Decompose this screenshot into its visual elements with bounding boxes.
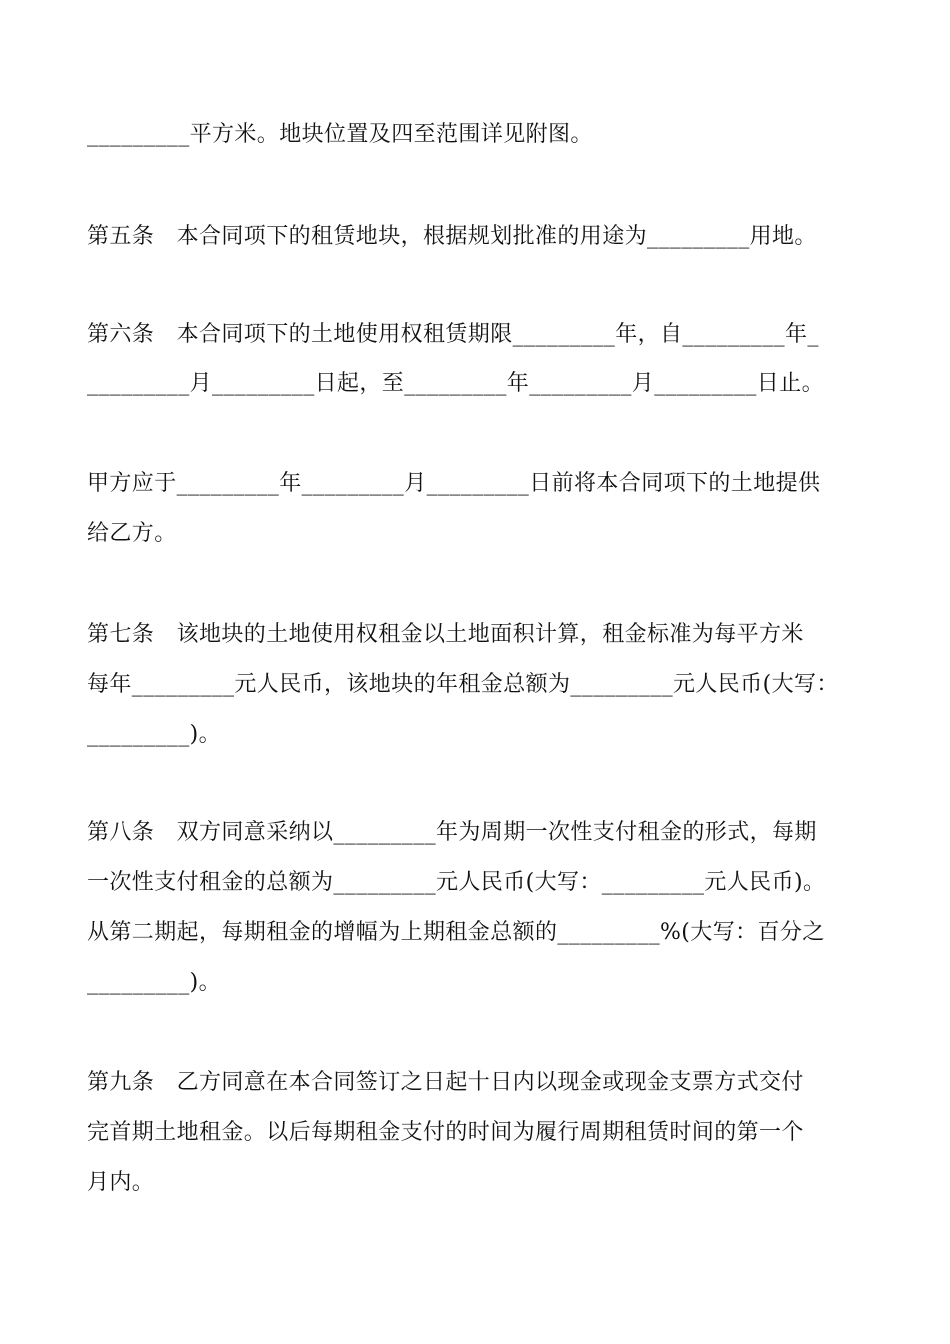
text-line-article-8-end: _________)。 [87,970,221,995]
text-line-delivery-cont: 给乙方。 [87,521,177,546]
text-line-article-8: 第八条 双方同意采纳以_________年为周期一次性支付租金的形式，每期 [87,820,817,845]
text-line-article-9-cont: 完首期土地租金。以后每期租金支付的时间为履行周期租赁时间的第一个 [87,1120,804,1145]
text-line-article-9: 第九条 乙方同意在本合同签订之日起十日内以现金或现金支票方式交付 [87,1070,804,1095]
text-line-area: _________平方米。地块位置及四至范围详见附图。 [87,122,593,147]
text-line-article-6: 第六条 本合同项下的土地使用权租赁期限_________年，自_________年_ [87,322,819,347]
text-line-article-7: 第七条 该地块的土地使用权租金以土地面积计算，租金标准为每平方米 [87,622,804,647]
text-line-article-7-end: _________)。 [87,722,221,747]
text-line-article-8-increase: 从第二期起，每期租金的增幅为上期租金总额的_________%(大写：百分之 [87,920,825,945]
text-line-delivery: 甲方应于_________年_________月_________日前将本合同项下的土地提供 [87,471,821,496]
text-line-article-6-cont: _________月_________日起，至_________年_________月_________日止。 [87,371,825,396]
text-line-article-9-end: 月内。 [87,1170,155,1195]
text-line-article-5: 第五条 本合同项下的租赁地块，根据规划批准的用途为_________用地。 [87,224,817,249]
text-line-article-8-cont: 一次性支付租金的总额为_________元人民币(大写：_________元人民币)。 [87,870,826,895]
text-line-article-7-cont: 每年_________元人民币，该地块的年租金总额为_________元人民币(大写： [87,672,839,697]
